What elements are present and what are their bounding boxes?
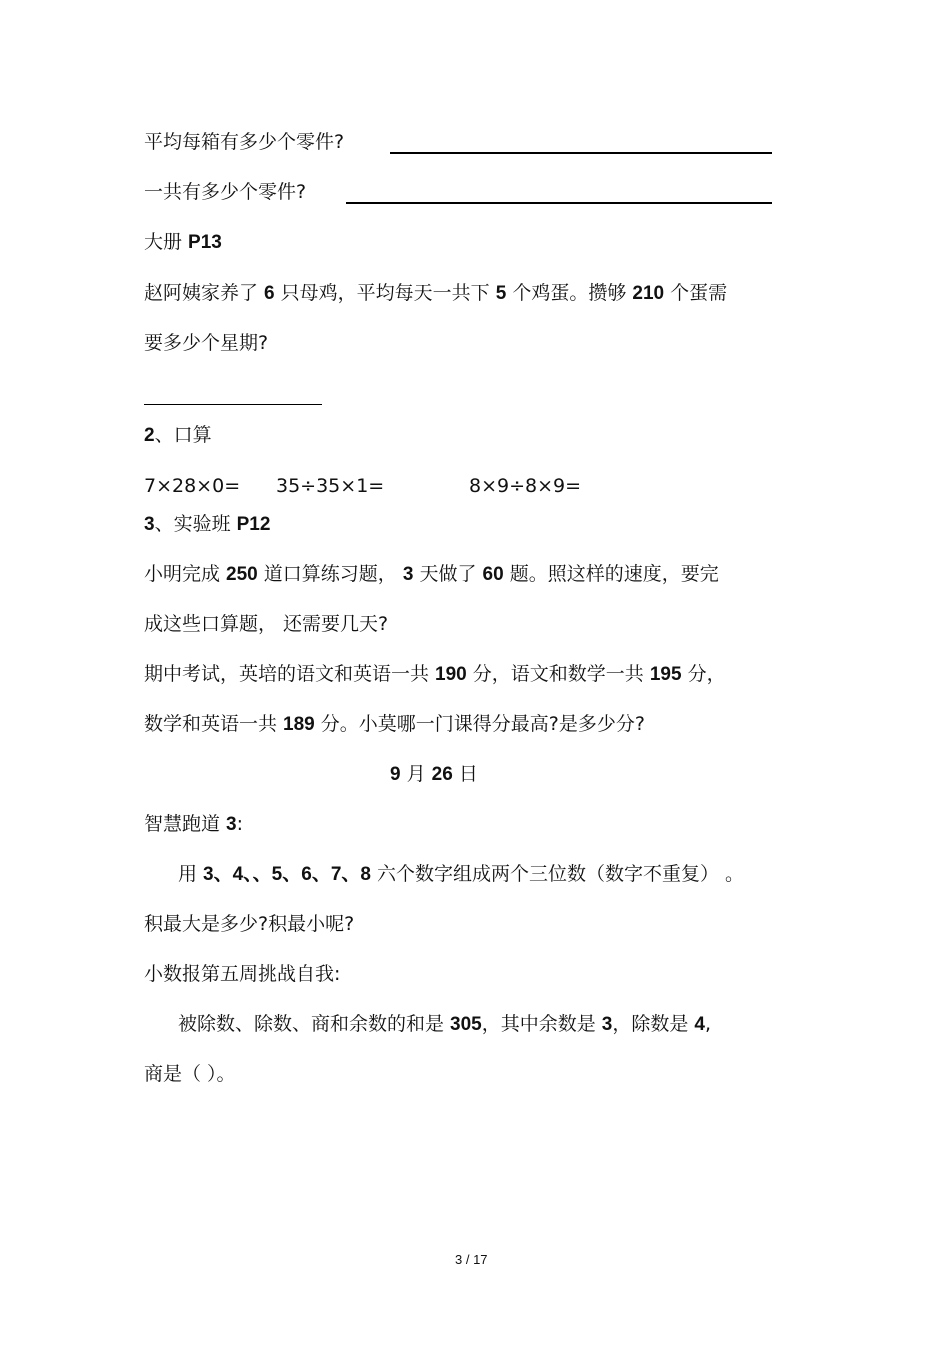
- section-2-heading: 2、口算: [144, 424, 212, 446]
- xiaoming-problem-line1: 小明完成 250 道口算练习题， 3 天做了 60 题。照这样的速度，要完: [144, 563, 719, 585]
- calc-expression-1: 7×28×0=: [144, 475, 241, 497]
- digits-problem-line1: 用 3、4、、5、6、7、8 六个数字组成两个三位数（数字不重复） 。: [178, 863, 745, 885]
- calc-expression-2: 35÷35×1=: [276, 475, 385, 497]
- calc-expression-3: 8×9÷8×9=: [469, 475, 582, 497]
- zhihui-heading: 智慧跑道 3:: [144, 813, 244, 835]
- hens-problem-line1: 赵阿姨家养了 6 只母鸡，平均每天一共下 5 个鸡蛋。攒够 210 个蛋需: [144, 282, 728, 304]
- division-problem-line1: 被除数、除数、商和余数的和是 305，其中余数是 3，除数是 4,: [178, 1013, 712, 1035]
- division-problem-line2: 商是（ ）。: [144, 1063, 236, 1085]
- book-page: P13: [188, 232, 222, 253]
- page-number: 3 / 17: [455, 1252, 488, 1267]
- mental-calc-row: [144, 473, 844, 499]
- question-average-parts: 平均每箱有多少个零件?: [144, 131, 345, 153]
- hens-problem-line2: 要多少个星期?: [144, 332, 269, 354]
- question-total-parts: 一共有多少个零件?: [144, 181, 307, 203]
- exam-problem-line1: 期中考试，英培的语文和英语一共 190 分，语文和数学一共 195 分，: [144, 663, 726, 685]
- book-label: 大册: [144, 231, 189, 253]
- date-heading: 9 月 26 日: [390, 763, 478, 785]
- weekly-challenge-heading: 小数报第五周挑战自我:: [144, 963, 341, 985]
- answer-line-hens: [144, 404, 322, 405]
- section-3-heading: 3、实验班 P12: [144, 513, 271, 535]
- book-reference-p13: [144, 229, 222, 256]
- xiaoming-problem-line2: 成这些口算题， 还需要几天?: [144, 613, 389, 635]
- answer-line-average: [390, 152, 772, 154]
- digits-problem-line2: 积最大是多少?积最小呢?: [144, 913, 355, 935]
- exam-problem-line2: 数学和英语一共 189 分。小莫哪一门课得分最高?是多少分?: [144, 713, 645, 735]
- answer-line-total: [346, 202, 772, 204]
